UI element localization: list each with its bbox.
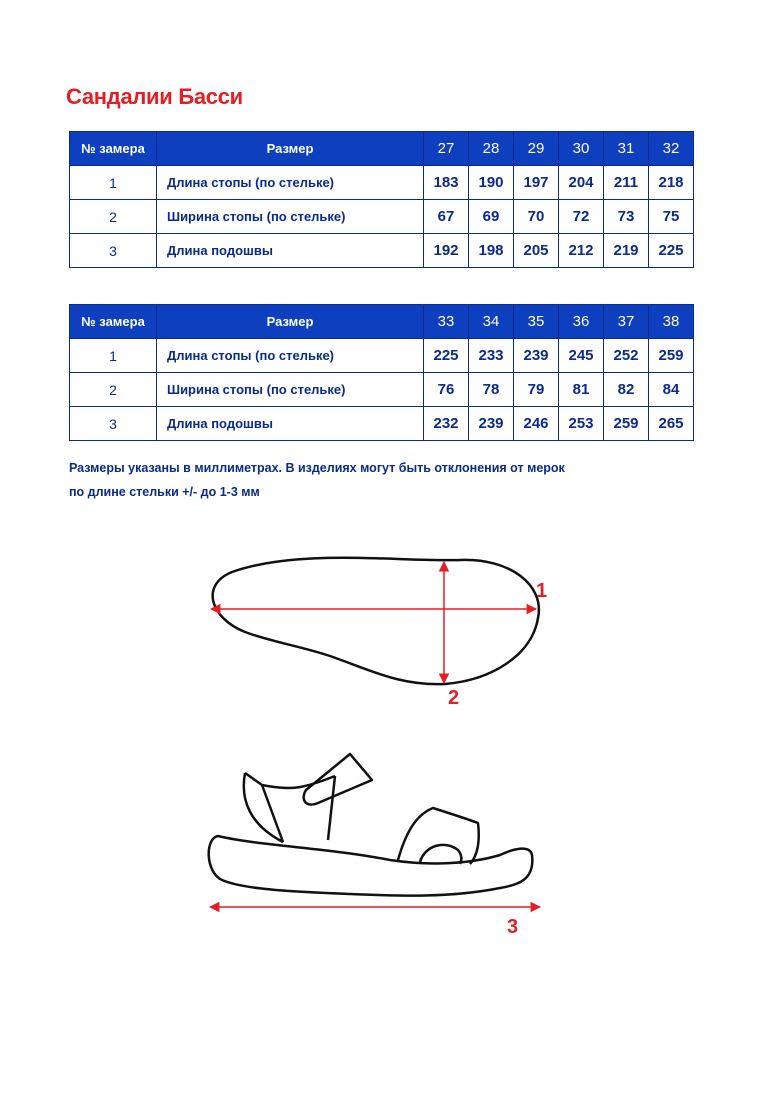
sandal-heel-strap [244,773,335,842]
sandal-velcro-tab [304,754,372,805]
measure-value: 81 [559,373,604,407]
measure-label: Длина подошвы [157,234,424,268]
measure-number: 3 [70,234,157,268]
header-measure-number: № замера [70,132,157,166]
sandal-sole [209,836,533,896]
measure-value: 192 [424,234,469,268]
measure-value: 253 [559,407,604,441]
measure-value: 219 [604,234,649,268]
measure-value: 232 [424,407,469,441]
measure-value: 212 [559,234,604,268]
note-line-1: Размеры указаны в миллиметрах. В изделиях могут быть отклонения от мерок [69,461,565,475]
header-measure-number: № замера [70,305,157,339]
measure-value: 84 [649,373,694,407]
label-length: 1 [536,580,548,602]
size-column-header: 37 [604,305,649,339]
measure-value: 211 [604,166,649,200]
size-column-header: 32 [649,132,694,166]
sandal-side-view [209,754,533,896]
measure-value: 75 [649,200,694,234]
table-row [70,339,694,373]
size-column-header: 29 [514,132,559,166]
measure-value: 79 [514,373,559,407]
measure-value: 239 [514,339,559,373]
table-header-row [70,305,694,339]
note-line-2: по длине стельки +/- до 1-3 мм [69,485,260,499]
measure-value: 204 [559,166,604,200]
size-column-header: 35 [514,305,559,339]
measure-number: 2 [70,373,157,407]
measure-label: Длина стопы (по стельке) [157,339,424,373]
sandal-toe-opening [420,845,461,864]
measure-value: 252 [604,339,649,373]
measure-number: 1 [70,166,157,200]
measure-value: 225 [424,339,469,373]
page-title: Сандалии Басси [66,84,243,109]
measurement-diagram [0,540,762,960]
measure-label: Длина стопы (по стельке) [157,166,424,200]
measure-value: 72 [559,200,604,234]
measure-value: 190 [469,166,514,200]
size-column-header: 28 [469,132,514,166]
measure-label: Ширина стопы (по стельке) [157,373,424,407]
measure-value: 246 [514,407,559,441]
measure-value: 198 [469,234,514,268]
table-row [70,166,694,200]
table-row [70,407,694,441]
insole-outline [213,558,539,684]
measure-value: 197 [514,166,559,200]
measure-value: 82 [604,373,649,407]
measure-value: 76 [424,373,469,407]
measure-value: 67 [424,200,469,234]
measure-value: 245 [559,339,604,373]
measure-label: Длина подошвы [157,407,424,441]
measure-value: 183 [424,166,469,200]
measure-value: 218 [649,166,694,200]
table-header-row [70,132,694,166]
measure-number: 3 [70,407,157,441]
size-column-header: 36 [559,305,604,339]
measurement-note [69,456,709,504]
measure-value: 233 [469,339,514,373]
measure-value: 69 [469,200,514,234]
measure-value: 265 [649,407,694,441]
size-column-header: 31 [604,132,649,166]
measure-value: 259 [649,339,694,373]
table-row [70,373,694,407]
size-table-2 [69,304,694,441]
size-column-header: 38 [649,305,694,339]
measure-value: 259 [604,407,649,441]
table-row [70,200,694,234]
measure-value: 73 [604,200,649,234]
measure-value: 225 [649,234,694,268]
measure-number: 2 [70,200,157,234]
table-row [70,234,694,268]
label-sole-length: 3 [507,916,519,938]
header-size: Размер [157,132,424,166]
size-column-header: 30 [559,132,604,166]
size-column-header: 34 [469,305,514,339]
measure-value: 205 [514,234,559,268]
sandal-front-strap [398,808,479,864]
measure-value: 78 [469,373,514,407]
measure-value: 70 [514,200,559,234]
label-width: 2 [448,687,460,709]
size-table-1 [69,131,694,268]
header-size: Размер [157,305,424,339]
measure-label: Ширина стопы (по стельке) [157,200,424,234]
size-column-header: 33 [424,305,469,339]
size-column-header: 27 [424,132,469,166]
measure-value: 239 [469,407,514,441]
measure-number: 1 [70,339,157,373]
